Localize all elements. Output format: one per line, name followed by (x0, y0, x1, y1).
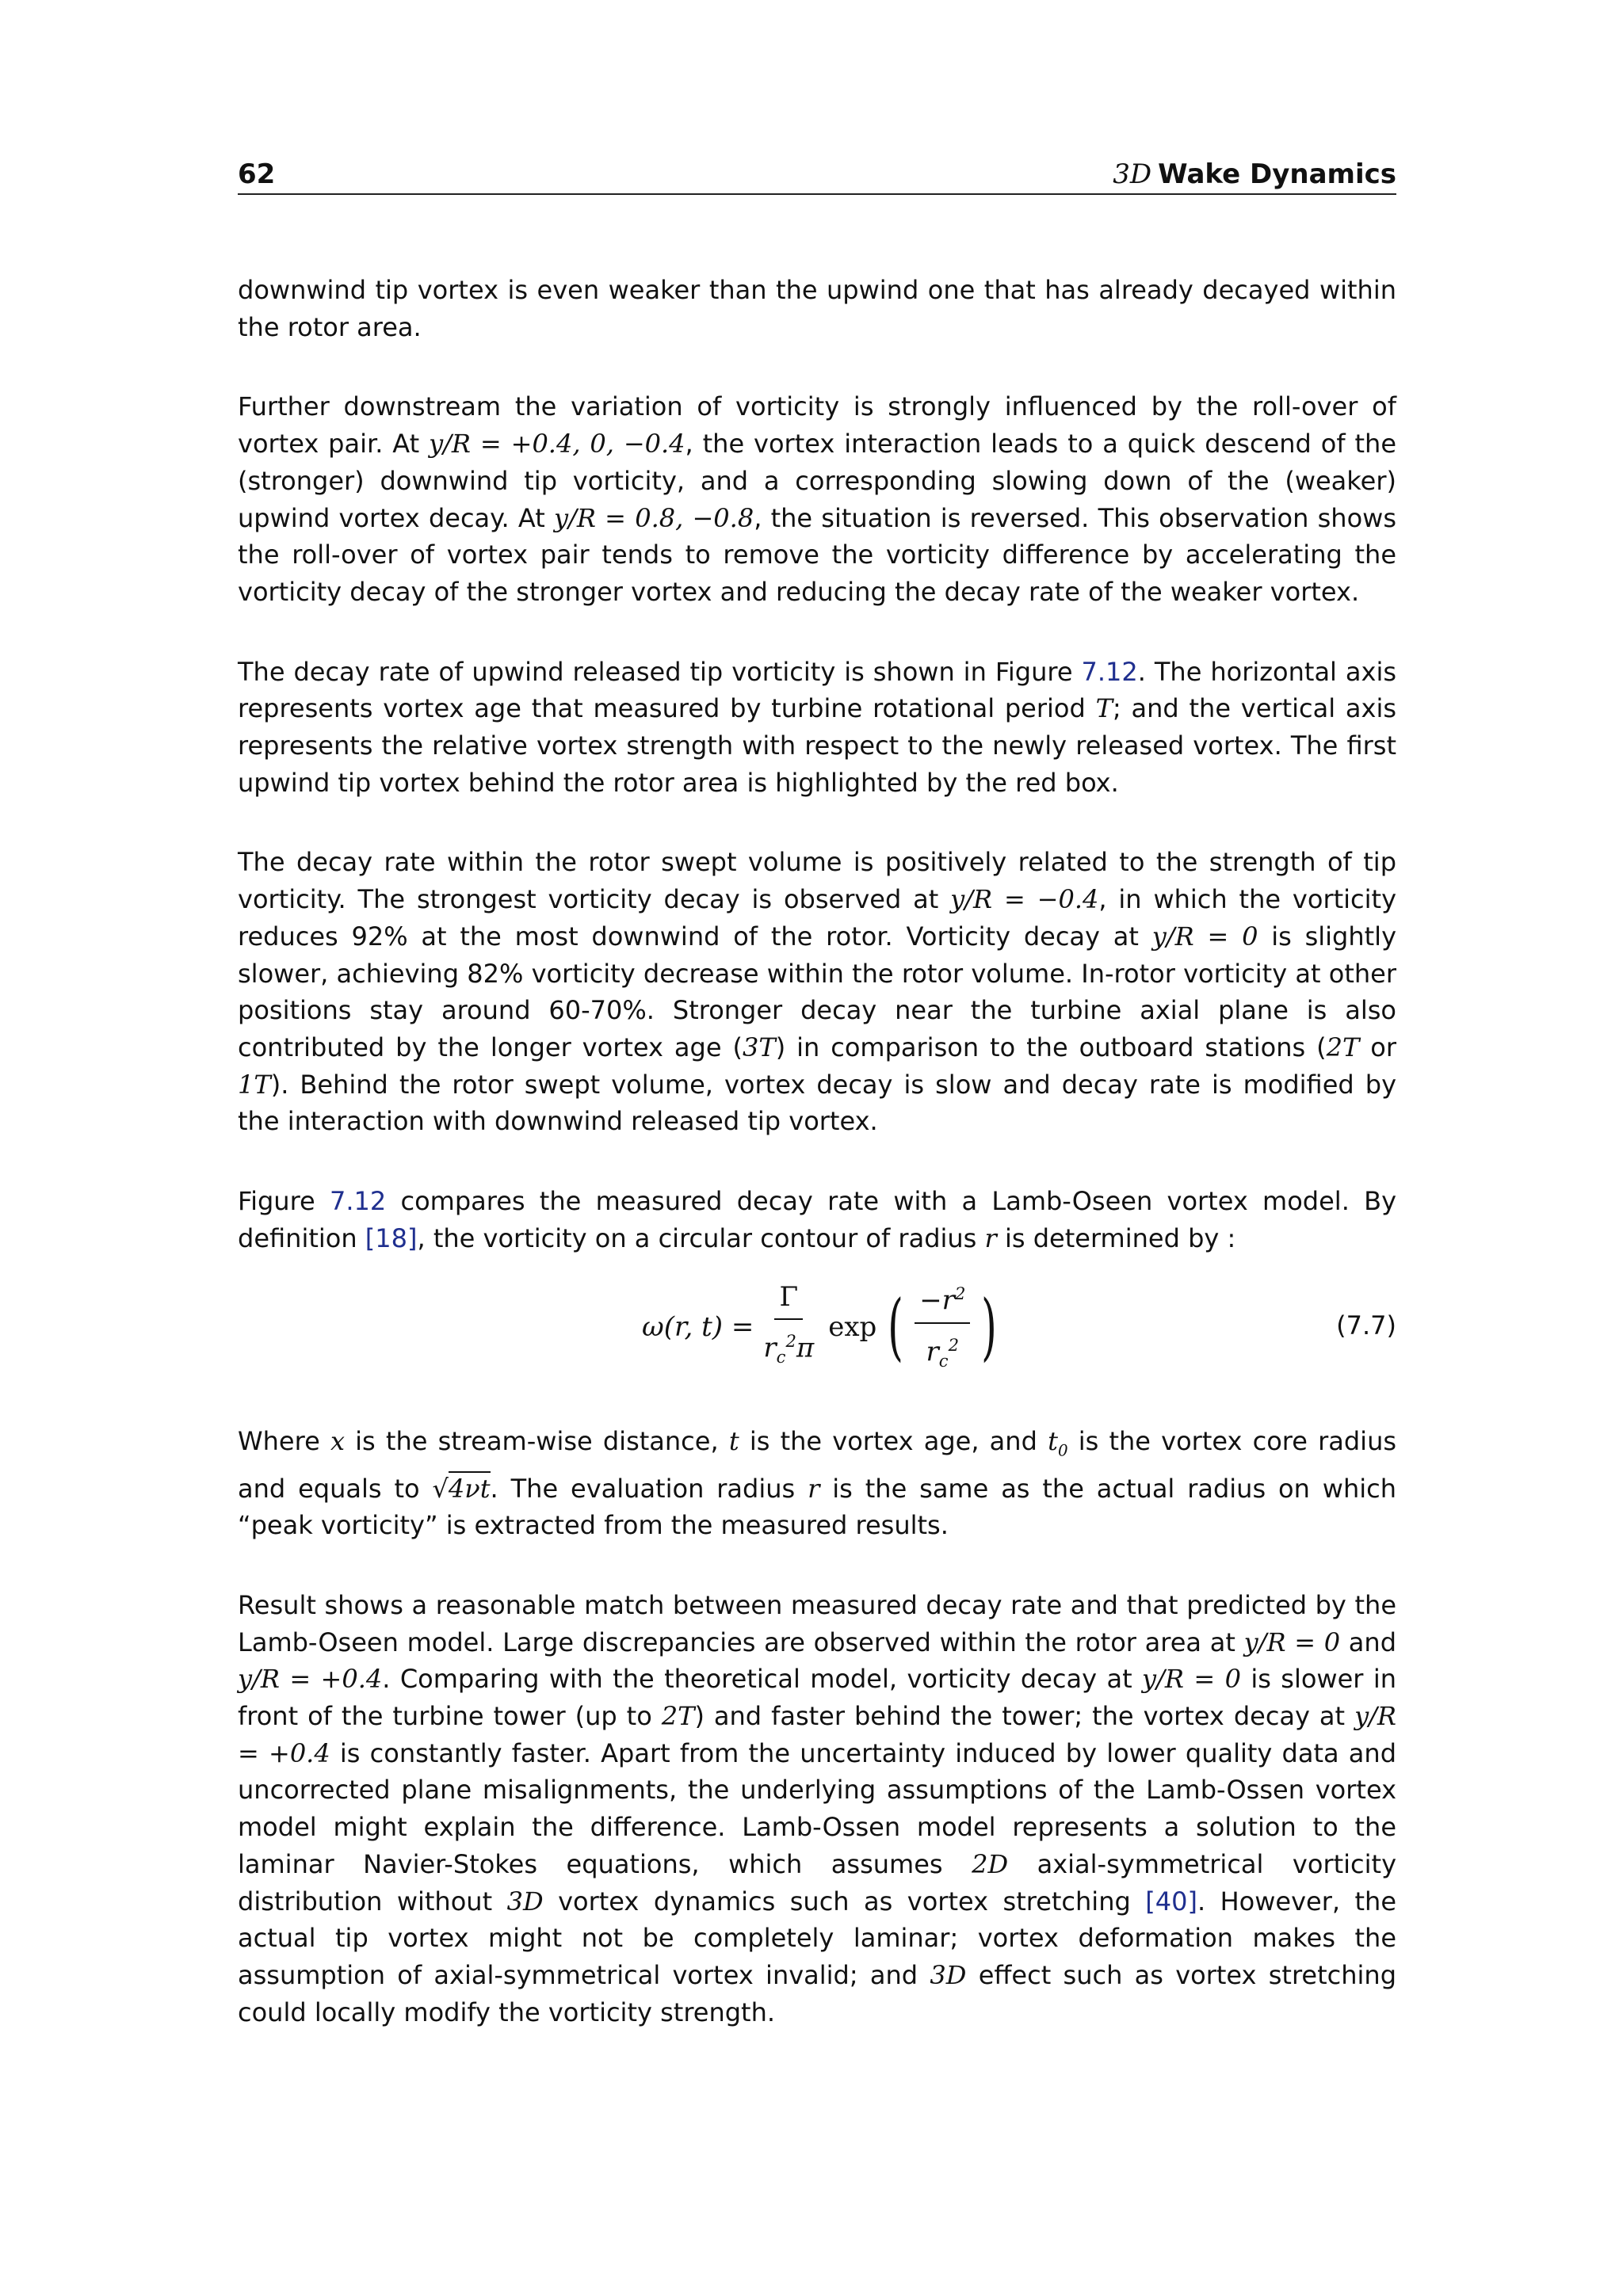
paragraph-6 (238, 1423, 1396, 1544)
math-inline: 3D (506, 1886, 544, 1917)
math-inline: T (1095, 693, 1113, 724)
text-run: . However, the actual tip vortex might not be completely laminar; vortex deformation makes the assumption of axial-symmetrical vortex invalid; and (238, 1886, 1397, 1990)
paragraph-5 (238, 1183, 1396, 1257)
text-run: and (1340, 1627, 1397, 1657)
citation-link[interactable]: [40] (1145, 1886, 1197, 1917)
body-text (238, 272, 1396, 2073)
math-inline: y/R = +0.4 (238, 1664, 383, 1695)
text-run: is the vortex core radius and equals to (238, 1426, 1397, 1504)
text-run: ) in comparison to the outboard stations ( (775, 1032, 1327, 1062)
equation-block (238, 1276, 1396, 1379)
inner-numerator (915, 1276, 970, 1324)
math-subscript: c (776, 1347, 786, 1367)
text-run: is constantly faster. Apart from the uncertainty induced by lower quality data and uncorrected plane misalignments, the underlying assumptions of the Lamb-Ossen vortex model might explain the difference. Lamb-Ossen model represents a solution to the laminar Navier-Stokes equations, which assumes (238, 1737, 1397, 1879)
fraction-numerator: Γ (774, 1279, 803, 1321)
math-symbol: −r (919, 1283, 955, 1316)
fraction-denominator (758, 1320, 819, 1376)
math-inline: t (728, 1426, 739, 1457)
text-run: is the stream-wise distance, (344, 1426, 729, 1457)
math-inline: 2T (661, 1701, 695, 1732)
math-inline: y/R = −0.4 (950, 884, 1099, 915)
running-header (238, 155, 1396, 195)
math-inline: y/R = 0 (1151, 921, 1258, 952)
text-run: vortex dynamics such as vortex stretching (543, 1886, 1146, 1917)
text-run: axial-symmetrical vorticity distribution without (238, 1848, 1397, 1917)
math-superscript: 2 (948, 1334, 960, 1355)
left-paren: ( (888, 1284, 904, 1370)
math-subscript: 0 (1057, 1441, 1068, 1460)
equation-inner-fraction (915, 1276, 970, 1380)
equation-fraction (758, 1279, 819, 1377)
math-symbol: r (926, 1335, 939, 1367)
math-inline: 3T (742, 1032, 776, 1062)
text-run: is slower in front of the turbine tower (up to (238, 1664, 1397, 1732)
math-inline (1048, 1426, 1068, 1460)
inner-denominator (922, 1324, 964, 1380)
math-superscript: 2 (785, 1331, 796, 1352)
math-inline: y/R = 0.8, −0.8 (554, 502, 754, 533)
math-inline: y/R = +0.4, 0, −0.4 (429, 429, 685, 460)
math-inline: y/R = 0 (1243, 1627, 1341, 1657)
text-run: , the vorticity on a circular contour of radius (417, 1222, 985, 1253)
math-symbol: π (796, 1332, 815, 1364)
paragraph-4 (238, 844, 1396, 1140)
paragraph-1: downwind tip vortex is even weaker than the upwind one that has already decayed within the rotor area. (238, 275, 1396, 342)
text-run: compares the measured decay rate with a Lamb-Oseen vortex model. By definition (238, 1186, 1397, 1253)
paragraph-2 (238, 388, 1396, 610)
citation-link[interactable]: [18] (365, 1222, 418, 1253)
math-inline: 2T (1326, 1032, 1360, 1062)
math-superscript: 2 (954, 1283, 966, 1303)
text-run: effect such as vortex stretching could locally modify the vorticity strength. (238, 1960, 1397, 2027)
math-inline: r (808, 1473, 820, 1504)
text-run: Result shows a reasonable match between measured decay rate and that predicted by the Lamb-Oseen model. Large discrepancies are observed within the rotor area at (238, 1589, 1396, 1657)
text-run: Figure (238, 1186, 330, 1217)
text-run: is the same as the actual radius on which “peak vorticity” is extracted from the measured results. (238, 1473, 1397, 1541)
right-paren: ) (981, 1284, 998, 1370)
math-inline: r (984, 1222, 997, 1253)
text-run: is determined by : (996, 1222, 1236, 1253)
math-inline: 4νt (449, 1471, 491, 1504)
equation-lhs: ω(r, t) = (642, 1311, 754, 1344)
text-run: Where (238, 1426, 330, 1457)
text-run: Further downstream the variation of vorticity is strongly influenced by the roll-over of vortex pair. At (238, 391, 1396, 460)
equation-number: (7.7) (1336, 1310, 1396, 1341)
math-inline: 1T (238, 1069, 271, 1100)
math-inline: 2D (972, 1848, 1009, 1879)
math-inline: x (330, 1426, 345, 1457)
text-run: ). Behind the rotor swept volume, vortex decay is slow and decay rate is modified by the interaction with downwind released tip vortex. (238, 1069, 1396, 1137)
text-run: . The evaluation radius (490, 1473, 808, 1504)
text-run: The decay rate within the rotor swept volume is positively related to the strength of tip vorticity. The strongest vorticity decay is observed at (238, 847, 1396, 915)
math-subscript: c (938, 1350, 949, 1371)
equation-lamb-oseen (642, 1276, 1003, 1379)
math-inline: 3D (930, 1960, 967, 1990)
text-run: , the situation is reversed. This observation shows the roll-over of vortex pair tends to remove the vorticity difference by accelerating the vorticity decay of the stronger vortex and reducing the decay rate of the weaker vortex. (238, 502, 1397, 607)
text-run: or (1359, 1032, 1397, 1062)
text-run: The decay rate of upwind released tip vorticity is shown in Figure (238, 656, 1082, 687)
text-run: is the vortex age, and (739, 1426, 1048, 1457)
text-run: is slightly slower, achieving 82% vorticity decrease within the rotor volume. In-rotor vorticity at other positions stay around 60-70%. Stronger decay near the turbine axial plane is also contributed by the longer vortex age ( (238, 921, 1397, 1062)
sqrt-sign: √ (432, 1473, 449, 1504)
chapter-title (1113, 155, 1396, 193)
figure-link[interactable]: 7.12 (329, 1186, 387, 1217)
math-symbol: t (1048, 1426, 1058, 1457)
math-symbol: r (763, 1332, 777, 1364)
figure-link[interactable]: 7.12 (1081, 656, 1138, 687)
text-run: , the vortex interaction leads to a quick descend of the (stronger) downwind tip vorticity, and a corresponding slowing down of the (weaker) upwind vortex decay. At (238, 429, 1397, 533)
math-inline: y/R = 0 (1142, 1664, 1241, 1695)
text-run: , in which the vorticity reduces 92% at the most downwind of the rotor. Vorticity decay at (238, 884, 1396, 952)
text-run: . The horizontal axis represents vortex age that measured by turbine rotational period (238, 656, 1397, 724)
paragraph-7 (238, 1587, 1396, 2031)
paragraph-3 (238, 654, 1396, 802)
chapter-title-text: Wake Dynamics (1158, 158, 1396, 190)
text-run: . Comparing with the theoretical model, vorticity decay at (382, 1664, 1143, 1695)
math-inline: y/R = +0.4 (238, 1701, 1397, 1768)
page-number: 62 (238, 158, 276, 190)
text-run: ; and the vertical axis represents the relative vortex strength with respect to the newly released vortex. The first upwind tip vortex behind the rotor area is highlighted by the red box. (238, 693, 1397, 798)
equation-exp: exp (828, 1311, 877, 1344)
text-run: ) and faster behind the tower; the vortex decay at (694, 1701, 1355, 1732)
chapter-title-math: 3D (1113, 158, 1152, 190)
